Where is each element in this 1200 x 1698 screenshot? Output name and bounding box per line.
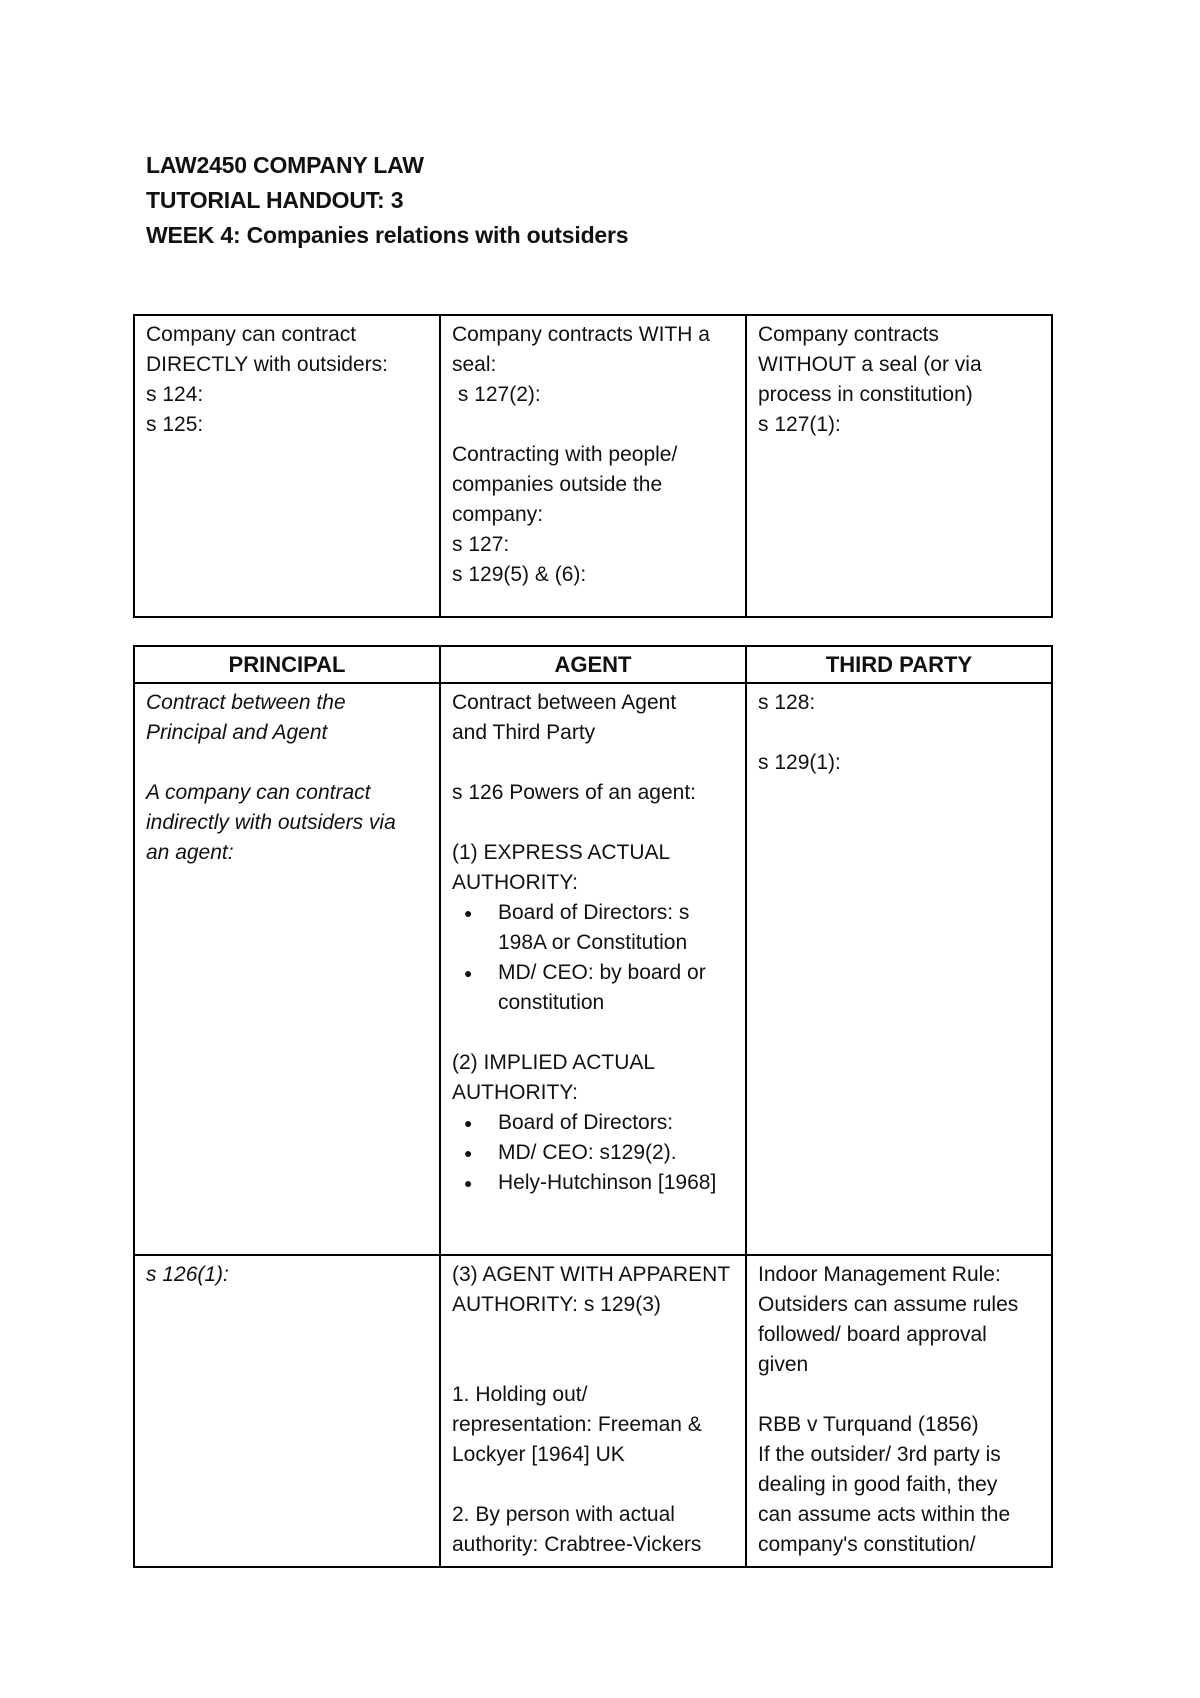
agency-table bbox=[133, 645, 1053, 1568]
cell-line bbox=[452, 1350, 734, 1380]
cell-line: (2) IMPLIED ACTUAL bbox=[452, 1051, 656, 1074]
contracting-table bbox=[133, 314, 1053, 618]
cell-line: Contract between the bbox=[146, 691, 346, 714]
cell-line: s 124: bbox=[146, 383, 204, 406]
cell-line: Principal and Agent bbox=[146, 721, 328, 744]
cell-line bbox=[146, 748, 428, 778]
week-title: WEEK 4: Companies relations with outsiders bbox=[146, 222, 629, 248]
cell-line: dealing in good faith, they bbox=[758, 1473, 998, 1496]
cell-line bbox=[758, 718, 1040, 748]
table-row bbox=[134, 683, 1052, 1255]
cell-line: company's constitution/ bbox=[758, 1533, 976, 1556]
cell-line: Indoor Management Rule: bbox=[758, 1263, 1001, 1286]
cell-line: representation: Freeman & bbox=[452, 1413, 702, 1436]
cell-line: s 126 Powers of an agent: bbox=[452, 781, 696, 804]
cell-line: (3) AGENT WITH APPARENT bbox=[452, 1263, 731, 1286]
cell-line: s 126(1): bbox=[146, 1263, 229, 1286]
cell-line bbox=[452, 410, 734, 440]
third-party-cell bbox=[746, 683, 1052, 1255]
cell-line bbox=[758, 1380, 1040, 1410]
cell-line: s 129(5) & (6): bbox=[452, 563, 587, 586]
document-header bbox=[146, 148, 628, 253]
cell-line: an agent: bbox=[146, 841, 234, 864]
cell-line: s 127(2): bbox=[452, 383, 541, 406]
header-row bbox=[134, 646, 1052, 683]
direct-contract-cell bbox=[134, 315, 440, 617]
with-seal-cell bbox=[440, 315, 746, 617]
cell-line: Lockyer [1964] UK bbox=[452, 1443, 625, 1466]
cell-line: 1. Holding out/ bbox=[452, 1383, 588, 1406]
table-row bbox=[134, 1255, 1052, 1567]
implied-authority-list bbox=[452, 1108, 734, 1198]
cell-line: AUTHORITY: bbox=[452, 1081, 579, 1104]
express-authority-list bbox=[452, 898, 734, 1018]
cell-line: Contract between Agent bbox=[452, 691, 677, 714]
cell-line: given bbox=[758, 1353, 809, 1376]
cell-line: s 129(1): bbox=[758, 751, 841, 774]
table-row bbox=[134, 315, 1052, 617]
cell-line: s 125: bbox=[146, 413, 204, 436]
cell-line: process in constitution) bbox=[758, 383, 973, 406]
cell-line bbox=[452, 808, 734, 838]
cell-line: Company contracts WITH a bbox=[452, 323, 710, 346]
third-party-cell bbox=[746, 1255, 1052, 1567]
cell-line: Contracting with people/ bbox=[452, 443, 678, 466]
cell-line: indirectly with outsiders via bbox=[146, 811, 396, 834]
cell-line: (1) EXPRESS ACTUAL bbox=[452, 841, 671, 864]
cell-line: authority: Crabtree-Vickers bbox=[452, 1533, 702, 1556]
cell-line: RBB v Turquand (1856) bbox=[758, 1413, 979, 1436]
list-item: ● MD/ CEO: s129(2). bbox=[498, 1138, 734, 1168]
cell-line bbox=[452, 748, 734, 778]
cell-line: followed/ board approval bbox=[758, 1323, 987, 1346]
cell-line: companies outside the bbox=[452, 473, 663, 496]
course-title: LAW2450 COMPANY LAW bbox=[146, 152, 424, 178]
principal-cell bbox=[134, 1255, 440, 1567]
spacer bbox=[452, 1018, 734, 1048]
cell-line: DIRECTLY with outsiders: bbox=[146, 353, 388, 376]
handout-title: TUTORIAL HANDOUT: 3 bbox=[146, 187, 404, 213]
principal-header: PRINCIPAL bbox=[134, 646, 440, 683]
agent-cell bbox=[440, 683, 746, 1255]
cell-line: s 127: bbox=[452, 533, 510, 556]
cell-line bbox=[452, 1320, 734, 1350]
cell-line: can assume acts within the bbox=[758, 1503, 1011, 1526]
agent-cell bbox=[440, 1255, 746, 1567]
without-seal-cell bbox=[746, 315, 1052, 617]
cell-line: company: bbox=[452, 503, 544, 526]
list-item: ● Hely-Hutchinson [1968] bbox=[498, 1168, 734, 1198]
list-item: ● Board of Directors: bbox=[498, 1108, 734, 1138]
cell-line: Company contracts bbox=[758, 323, 939, 346]
cell-line: A company can contract bbox=[146, 781, 371, 804]
agent-header: AGENT bbox=[440, 646, 746, 683]
cell-line: AUTHORITY: bbox=[452, 871, 579, 894]
cell-line bbox=[452, 1470, 734, 1500]
cell-line: seal: bbox=[452, 353, 497, 376]
cell-line: s 127(1): bbox=[758, 413, 841, 436]
cell-line: WITHOUT a seal (or via bbox=[758, 353, 982, 376]
cell-line: 2. By person with actual bbox=[452, 1503, 675, 1526]
cell-line: s 128: bbox=[758, 691, 816, 714]
third-party-header: THIRD PARTY bbox=[746, 646, 1052, 683]
principal-cell bbox=[134, 683, 440, 1255]
list-item: ● Board of Directors: s 198A or Constitution bbox=[498, 898, 734, 958]
cell-line: and Third Party bbox=[452, 721, 596, 744]
cell-line: Company can contract bbox=[146, 323, 357, 346]
cell-line: AUTHORITY: s 129(3) bbox=[452, 1293, 661, 1316]
cell-line: If the outsider/ 3rd party is bbox=[758, 1443, 1001, 1466]
cell-line: Outsiders can assume rules bbox=[758, 1293, 1019, 1316]
list-item: ● MD/ CEO: by board or constitution bbox=[498, 958, 734, 1018]
